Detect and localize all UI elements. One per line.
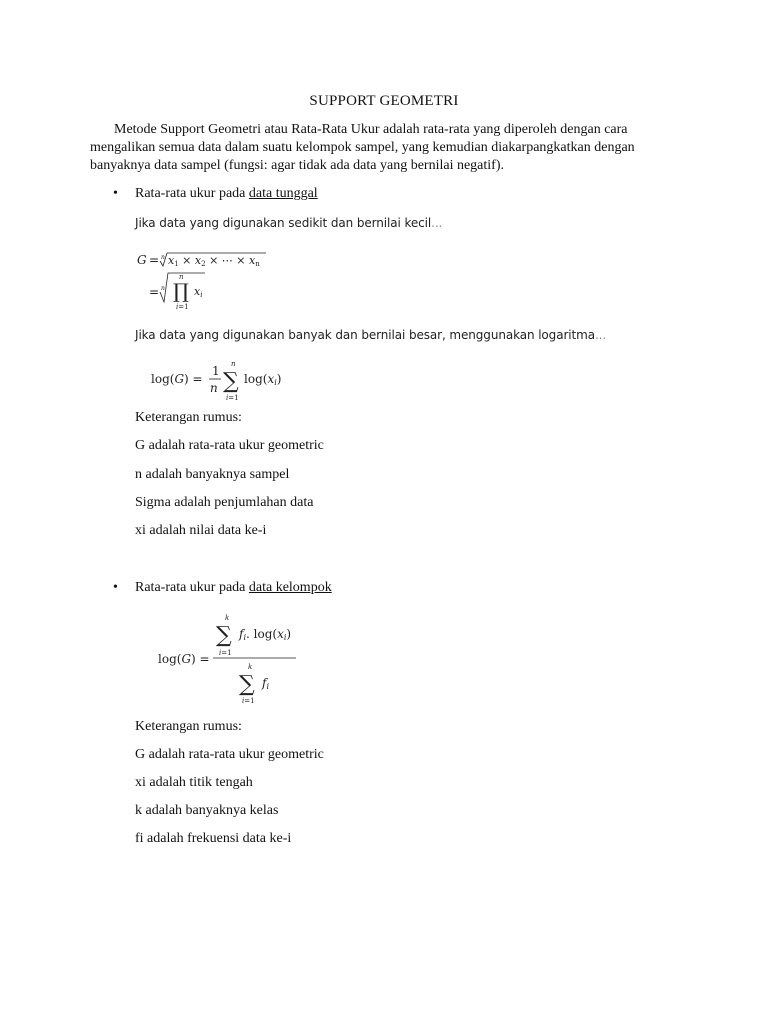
keterangan-1-item-1: G adalah rata-rata ukur geometric <box>135 438 324 453</box>
keterangan-1-item-2: n adalah banyaknya sampel <box>135 467 290 482</box>
svg-text:=: = <box>149 253 160 267</box>
svg-text:log(G) =: log(G) = <box>151 372 203 386</box>
svg-text:∑: ∑ <box>223 369 239 394</box>
svg-text:x1 × x2 × ⋯ × xn: x1 × x2 × ⋯ × xn <box>168 254 260 268</box>
svg-text:n: n <box>179 273 184 281</box>
intro-line-2: mengalikan semua data dalam suatu kelompok sampel, yang kemudian diakarpangkatkan dengan <box>90 140 635 155</box>
svg-text:∏: ∏ <box>173 279 189 303</box>
bullet-data-kelompok: • Rata-rata ukur pada data kelompok <box>113 580 332 595</box>
svg-text:xi: xi <box>194 285 203 299</box>
keterangan-1-item-4: xi adalah nilai data ke-i <box>135 523 267 538</box>
formula-log-kelompok <box>155 610 315 710</box>
bullet-icon: • <box>113 580 118 595</box>
svg-text:fi. log(xi): fi. log(xi) <box>239 627 292 642</box>
svg-text:G: G <box>137 253 147 267</box>
svg-text:n: n <box>231 360 236 368</box>
keterangan-2-item-3: k adalah banyaknya kelas <box>135 803 279 818</box>
data-kelompok-link[interactable]: data kelompok <box>248 580 332 595</box>
page-title: SUPPORT GEOMETRI <box>309 93 459 109</box>
svg-text:fi: fi <box>262 676 270 691</box>
formula-log-tunggal <box>148 356 308 408</box>
svg-text:∑: ∑ <box>216 623 232 648</box>
svg-text:1: 1 <box>212 364 220 378</box>
keterangan-2-item-1: G adalah rata-rata ukur geometric <box>135 747 324 762</box>
keterangan-2-item-4: fi adalah frekuensi data ke-i <box>135 831 292 846</box>
svg-text:i=1: i=1 <box>176 303 189 311</box>
svg-text:log(G) =: log(G) = <box>158 652 210 666</box>
svg-text:log(xi): log(xi) <box>244 372 282 387</box>
svg-text:n: n <box>161 254 165 261</box>
svg-text:=: = <box>149 285 160 299</box>
formula-geometric-mean <box>135 248 295 314</box>
svg-text:i=1: i=1 <box>242 697 255 705</box>
svg-text:i=1: i=1 <box>219 649 232 657</box>
keterangan-1-item-3: Sigma adalah penjumlahan data <box>135 495 314 510</box>
svg-text:n: n <box>161 285 165 292</box>
keterangan-title-1: Keterangan rumus: <box>135 410 242 425</box>
intro-line-1: Metode Support Geometri atau Rata-Rata Ukur adalah rata-rata yang diperoleh dengan cara <box>114 122 628 137</box>
svg-text:i=1: i=1 <box>226 394 239 402</box>
large-data-text: Jika data yang digunakan banyak dan bernilai besar, menggunakan logaritma... <box>135 328 607 342</box>
bullet-icon: • <box>113 186 118 201</box>
intro-paragraph <box>90 121 690 175</box>
data-tunggal-link[interactable]: data tunggal <box>248 186 318 201</box>
svg-text:n: n <box>210 381 218 395</box>
svg-text:∑: ∑ <box>239 672 255 697</box>
svg-text:k: k <box>225 614 230 622</box>
svg-text:k: k <box>248 663 253 671</box>
keterangan-title-2: Keterangan rumus: <box>135 719 242 734</box>
bullet-data-tunggal: • Rata-rata ukur pada data tunggal <box>113 186 318 201</box>
intro-line-3: banyaknya data sampel (fungsi: agar tidak ada data yang bernilai negatif). <box>90 158 504 173</box>
small-data-text: Jika data yang digunakan sedikit dan bernilai kecil... <box>135 216 443 230</box>
keterangan-2-item-2: xi adalah titik tengah <box>135 775 253 790</box>
